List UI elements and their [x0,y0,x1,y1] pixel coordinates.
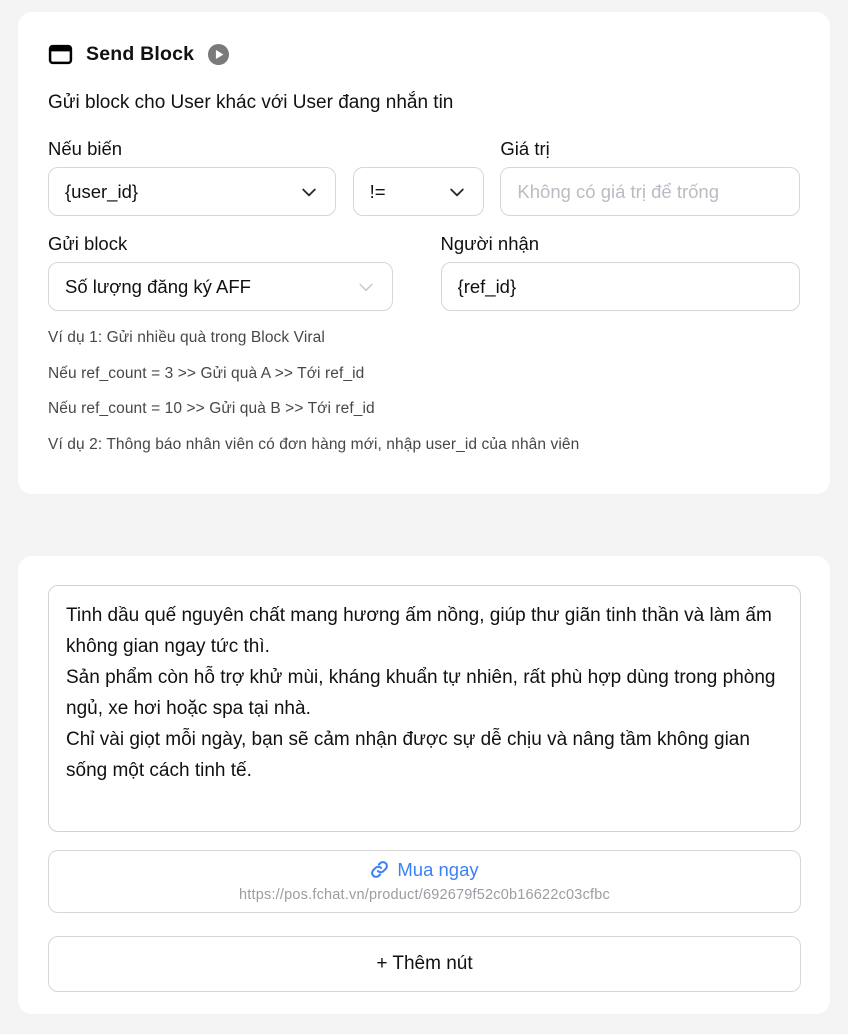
value-input[interactable] [500,167,800,216]
controls-row-2 [48,262,800,311]
chevron-down-icon [299,182,319,202]
example-line: Nếu ref_count = 3 >> Gửi quà A >> Tới ref_id [48,364,365,382]
if-variable-label: Nếu biến [48,138,123,159]
recipient-input[interactable] [441,262,800,311]
buy-now-url: https://pos.fchat.vn/product/692679f52c0b16622c03cfbc [239,887,610,903]
recipient-label: Người nhận [440,233,540,254]
example-line: Ví dụ 1: Gửi nhiều quà trong Block Viral [48,329,325,346]
send-block-header [48,42,800,67]
card-subtitle: Gửi block cho User khác với User đang nhắn tin [48,92,454,113]
operator-select-value: != [369,180,386,202]
send-block-label: Gửi block [48,233,128,254]
link-icon [370,860,389,879]
examples-block [48,329,800,454]
chevron-down-icon [356,277,376,297]
card-title: Send Block [86,43,195,65]
block-window-icon [48,42,73,67]
example-line: Ví dụ 2: Thông báo nhân viên có đơn hàng mới, nhập user_id của nhân viên [48,435,580,453]
value-label: Giá trị [500,138,550,159]
buy-now-button[interactable] [48,850,801,914]
variable-select[interactable] [48,167,336,216]
example-line: Nếu ref_count = 10 >> Gửi quà B >> Tới ref_id [48,400,375,417]
labels-row-1 [48,137,800,161]
message-text-input[interactable] [48,585,801,832]
add-button[interactable] [48,936,801,992]
block-select[interactable] [48,262,393,311]
buy-now-label: Mua ngay [397,858,479,880]
play-icon[interactable] [207,43,230,66]
send-block-card [18,12,830,494]
operator-select[interactable] [353,167,485,216]
controls-row-1 [48,167,800,216]
variable-select-value: {user_id} [65,180,139,202]
add-button-label: + Thêm nút [376,953,473,974]
message-card [18,556,830,1015]
labels-row-2 [48,232,800,256]
block-select-value: Số lượng đăng ký AFF [65,275,251,297]
chevron-down-icon [447,182,467,202]
